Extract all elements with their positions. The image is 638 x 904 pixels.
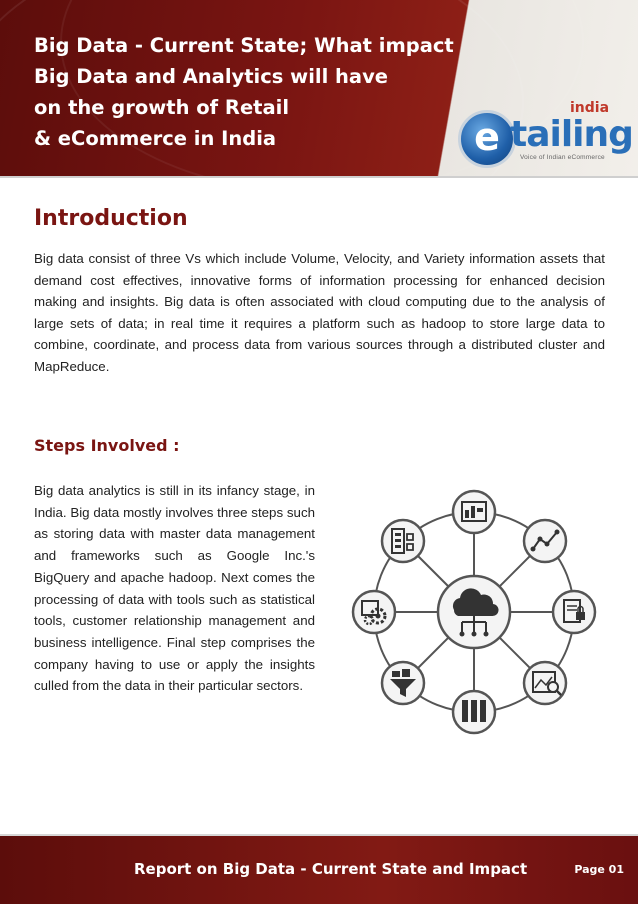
logo-india: india [570,100,610,116]
etailing-india-logo [458,100,633,170]
header-divider [0,176,638,178]
data-funnel-icon [382,662,424,704]
logo-wordmark: tailing [510,114,633,155]
title-line: Big Data and Analytics will have [34,65,389,88]
analytics-search-icon [524,662,566,704]
title-line: on the growth of Retail [34,96,290,119]
title-line: & eCommerce in India [34,127,277,150]
steps-heading: Steps Involved : [34,436,180,455]
title-line: Big Data - Current State; What impact [34,34,454,57]
logo-e-globe: e [458,110,516,168]
introduction-body: Big data consist of three Vs which include Volume, Velocity, and Variety information assets that demand cost effectives, innovative forms of information processing for enhanced decision making and insights. Big data is often associated with cloud computing due to the analysis of large sets of data; in real time it requires a platform such as hadoop to store large data to combine, coordinate, and process data from various sources through a distributed cluster and MapReduce. [34,251,605,374]
line-graph-icon [524,520,566,562]
secure-document-icon [553,591,595,633]
settings-gears-icon [353,591,395,633]
page-number: Page 01 [574,863,624,876]
document-title [34,30,474,154]
big-data-network-diagram [336,474,612,750]
header-banner [0,0,638,176]
steps-body: Big data analytics is still in its infancy stage, in India. Big data mostly involves three steps such as storing data with master data management and frameworks such as Google Inc.'s BigQuery and apache hadoop. Next comes the processing of data with tools such as statistical tools, customer relationship management and business intelligence. Final step comprises the company having to use or apply the insights culled from the data in their particular sectors. [34,483,315,694]
footer-banner [0,834,638,904]
cloud-network-icon [438,576,510,648]
server-rack-icon [453,691,495,733]
introduction-heading: Introduction [34,206,188,231]
dashboard-icon [453,491,495,533]
logo-tagline: Voice of Indian eCommerce [520,154,605,161]
footer-report-title: Report on Big Data - Current State and Impact [134,860,528,878]
checklist-icon [382,520,424,562]
